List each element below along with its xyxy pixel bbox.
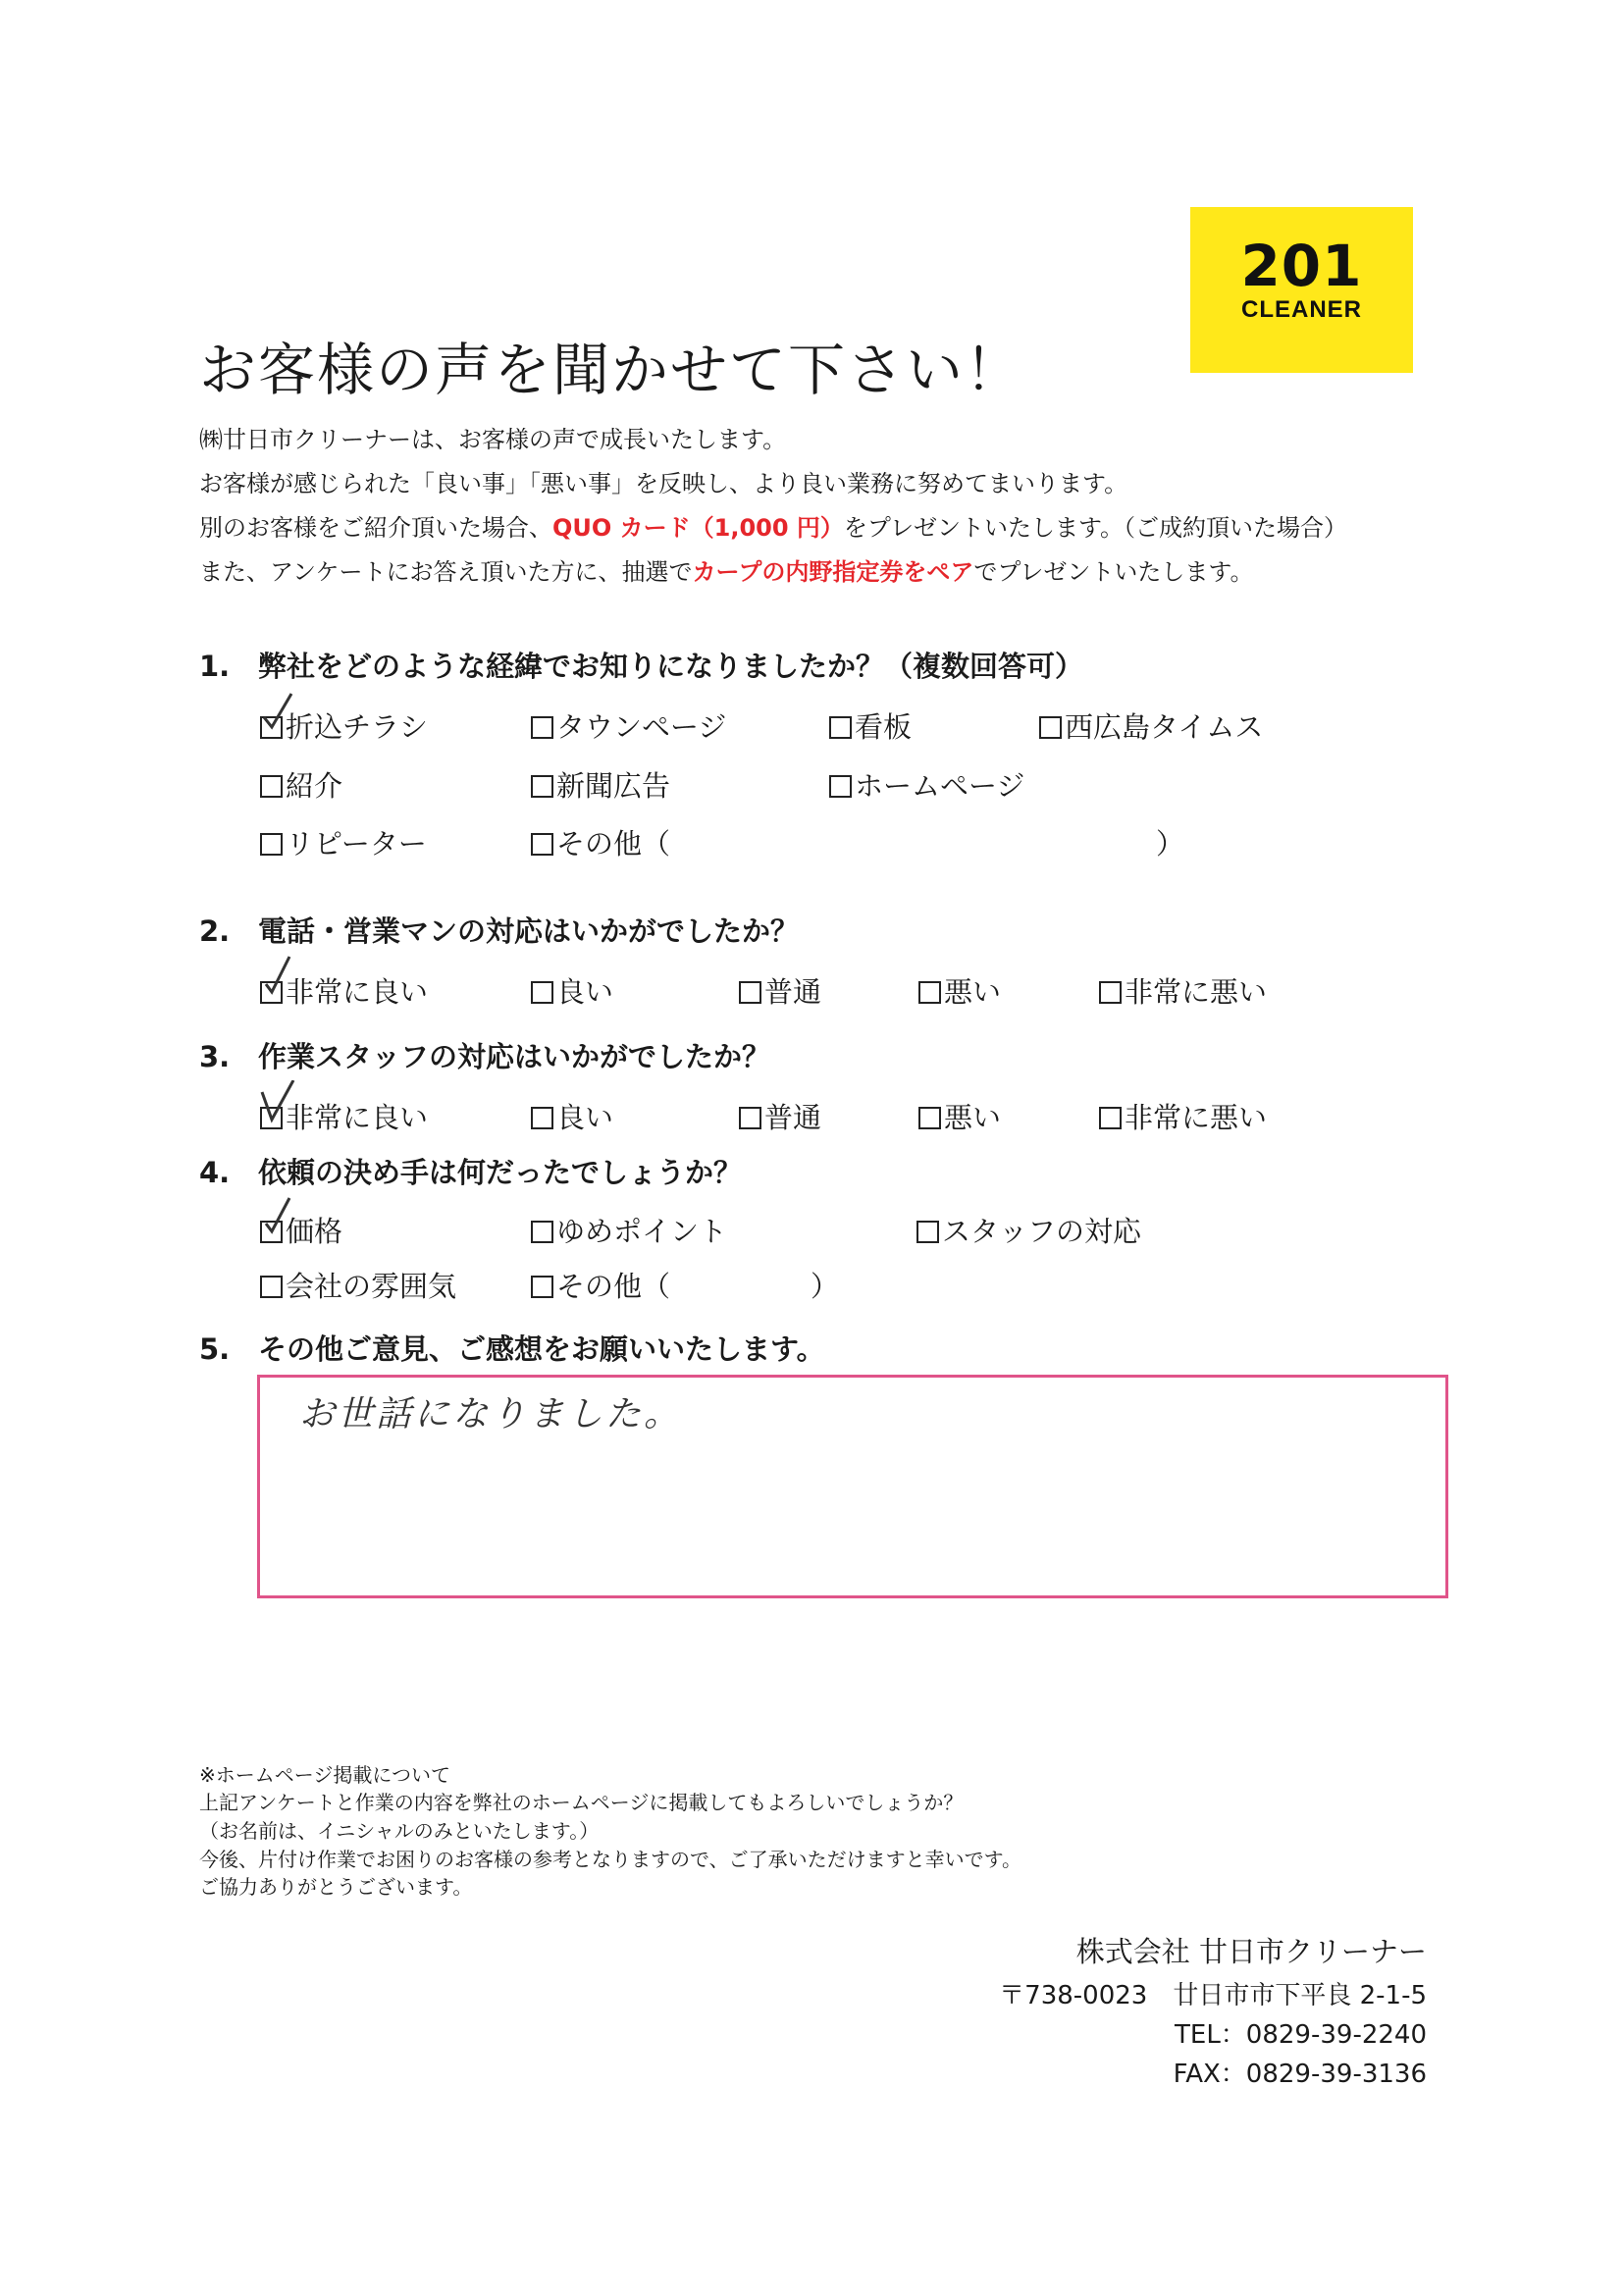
question-number: 5. [199, 1332, 231, 1366]
question-text: 弊社をどのような経緯でお知りになりましたか？（複数回答可） [258, 650, 1084, 683]
checkbox[interactable] [829, 775, 852, 798]
intro-line-3-a: 別のお客様をご紹介頂いた場合、 [199, 514, 552, 542]
q3-option-average[interactable]: 普通 [739, 1096, 821, 1136]
checkmark-icon [260, 690, 297, 739]
q3-option-good[interactable]: 良い [531, 1096, 613, 1136]
intro-line-4-a: また、アンケートにお答え頂いた方に、抽選で [199, 558, 693, 586]
intro-line-1: ㈱廿日市クリーナーは、お客様の声で成長いたします。 [199, 426, 787, 453]
checkbox[interactable] [916, 1221, 939, 1243]
checkbox[interactable] [531, 716, 553, 739]
checkmark-icon [260, 1080, 297, 1129]
carp-ticket-highlight: カープの内野指定券をペア [692, 558, 974, 586]
question-text: その他ご意見、ご感想をお願いいたします。 [258, 1332, 825, 1366]
q2-option-very-good[interactable]: 非常に良い [260, 970, 428, 1011]
q1-option-homepage[interactable]: ホームページ [829, 764, 1024, 805]
question-text: 電話・営業マンの対応はいかがでしたか？ [258, 914, 800, 948]
q1-option-nishihiroshima-times[interactable]: 西広島タイムス [1039, 705, 1263, 746]
question-text: 作業スタッフの対応はいかがでしたか？ [258, 1040, 771, 1073]
question-number: 1. [199, 650, 231, 683]
q1-other-close-paren: ） [1156, 827, 1185, 861]
q1-option-repeater[interactable]: リピーター [260, 822, 427, 862]
checkbox[interactable] [918, 1107, 941, 1129]
checkbox[interactable] [1099, 981, 1122, 1004]
intro-line-2: お客様が感じられた「良い事」「悪い事」を反映し、より良い業務に努めてまいります。 [199, 470, 1128, 497]
q4-option-other[interactable]: その他（ [531, 1265, 670, 1305]
q3-option-bad[interactable]: 悪い [918, 1096, 1001, 1136]
q3-option-very-bad[interactable]: 非常に悪い [1099, 1096, 1267, 1136]
page-title: お客様の声を聞かせて下さい！ [199, 337, 1024, 403]
q1-option-flyer[interactable]: 折込チラシ [260, 705, 428, 746]
question-text: 依頼の決め手は何だったでしょうか？ [258, 1156, 743, 1189]
question-2 [199, 910, 799, 950]
checkbox[interactable] [1099, 1107, 1122, 1129]
checkbox[interactable] [260, 833, 283, 856]
q4-other-close-paren: ） [811, 1270, 840, 1303]
checkmark-icon [260, 1194, 297, 1243]
company-fax: FAX：0829-39-3136 [1173, 2060, 1427, 2089]
note-line-4: 今後、片付け作業でお困りのお客様の参考となりますので、ご了承いただけますと幸いです。 [199, 1848, 1021, 1871]
question-1 [199, 645, 1083, 685]
company-logo [1190, 207, 1413, 373]
checkbox[interactable] [1039, 716, 1062, 739]
note-line-5: ご協力ありがとうございます。 [199, 1875, 473, 1899]
note-line-1: ※ホームページ掲載について [199, 1763, 450, 1787]
checkbox[interactable] [739, 981, 761, 1004]
q4-option-atmosphere[interactable]: 会社の雰囲気 [260, 1265, 456, 1305]
q3-option-very-good[interactable]: 非常に良い [260, 1096, 428, 1136]
company-address: 〒738-0023 廿日市市下平良 2-1-5 [999, 1981, 1427, 2010]
q1-option-townpage[interactable]: タウンページ [531, 705, 726, 746]
checkbox[interactable] [829, 716, 852, 739]
intro-line-3 [199, 508, 1347, 543]
question-4 [199, 1151, 742, 1191]
q2-option-average[interactable]: 普通 [739, 970, 821, 1011]
company-name: 株式会社 廿日市クリーナー [1075, 1935, 1427, 1968]
handwritten-comment: お世話になりました。 [299, 1394, 683, 1435]
q1-option-referral[interactable]: 紹介 [260, 764, 342, 805]
q4-option-staff[interactable]: スタッフの対応 [916, 1210, 1141, 1250]
q2-option-bad[interactable]: 悪い [918, 970, 1001, 1011]
checkbox[interactable] [531, 1276, 553, 1298]
intro-line-3-c: をプレゼントいたします。（ご成約頂いた場合） [843, 514, 1348, 542]
note-line-3: （お名前は、イニシャルのみといたします。） [199, 1819, 600, 1843]
q1-option-other[interactable]: その他（ [531, 822, 670, 862]
question-3 [199, 1035, 770, 1075]
q4-option-yume-point[interactable]: ゆめポイント [531, 1210, 727, 1250]
checkbox[interactable] [531, 775, 553, 798]
q4-option-price[interactable]: 価格 [260, 1210, 342, 1250]
company-tel: TEL：0829-39-2240 [1175, 2020, 1427, 2050]
checkmark-icon [260, 955, 297, 1004]
question-number: 2. [199, 914, 231, 948]
logo-text: CLEANER [1240, 296, 1362, 323]
intro-line-4-c: でプレゼントいたします。 [973, 558, 1254, 586]
q1-option-newspaper[interactable]: 新聞広告 [531, 764, 670, 805]
checkbox[interactable] [531, 833, 553, 856]
intro-line-4 [199, 552, 1254, 587]
question-number: 4. [199, 1156, 231, 1189]
question-number: 3. [199, 1040, 231, 1073]
logo-number: 201 [1240, 233, 1363, 299]
checkbox[interactable] [260, 1276, 283, 1298]
question-5 [199, 1328, 825, 1368]
checkbox[interactable] [260, 775, 283, 798]
checkbox[interactable] [739, 1107, 761, 1129]
quo-card-highlight: QUO カード（1,000 円） [552, 514, 844, 542]
note-line-2: 上記アンケートと作業の内容を弊社のホームページに掲載してもよろしいでしょうか？ [199, 1791, 964, 1814]
checkbox[interactable] [531, 1221, 553, 1243]
checkbox[interactable] [918, 981, 941, 1004]
q2-option-very-bad[interactable]: 非常に悪い [1099, 970, 1267, 1011]
q1-option-signboard[interactable]: 看板 [829, 705, 912, 746]
q2-option-good[interactable]: 良い [531, 970, 613, 1011]
checkbox[interactable] [531, 1107, 553, 1129]
checkbox[interactable] [531, 981, 553, 1004]
